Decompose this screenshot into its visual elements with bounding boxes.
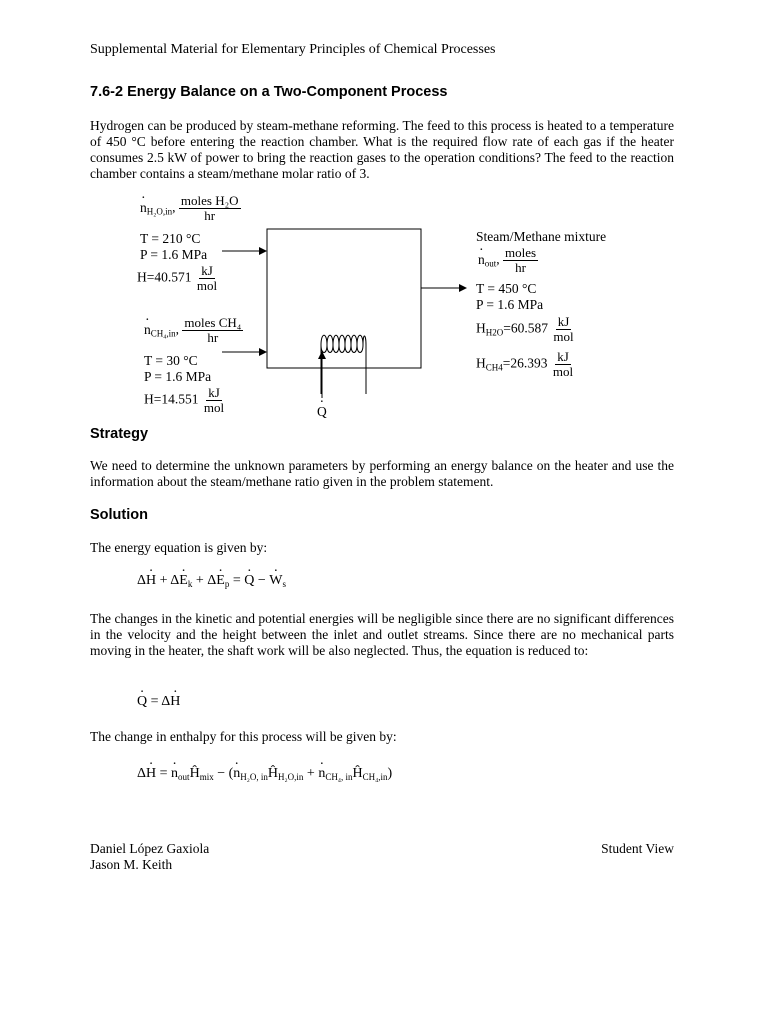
footer-view: Student View	[601, 841, 674, 856]
problem-statement: Hydrogen can be produced by steam-methane reforming. The feed to this process is heated to a temperature of 450 °C before entering the reaction chamber. What is the required flow rate of each gas if the heater consumes 2.5 kW of power to bring the reaction gases to the operation conditions? The feed to the reaction chamber contains a steam/methane molar ratio of 3.	[90, 118, 674, 181]
running-header: Supplemental Material for Elementary Principles of Chemical Processes	[90, 42, 496, 57]
h2o-pressure: P = 1.6 MPa	[140, 247, 208, 262]
energy-equation: $\Delta\cdot H + \Delta\cdot E_k + \Delta\cdot E_p$ = · Q − · $W_s$	[137, 573, 286, 589]
enthalpy-change-intro: The change in enthalpy for this process will be given by:	[90, 729, 397, 744]
problem-title: 7.6-2 Energy Balance on a Two-Component Process	[90, 84, 448, 100]
h2o-flow-label: · $n_{H_2O,in}$, $\frac{\text{moles H₂O}}{hr}$	[140, 194, 241, 223]
footer-author-2: Jason M. Keith	[90, 857, 173, 872]
ch4-enthalpy: H=14.551 $\frac{kJ}{\text{mol}}$	[144, 385, 225, 415]
outlet-h2o-enthalpy: $H_{H2O}=60.587$ $\frac{kJ}{\text{mol}}$	[476, 314, 574, 344]
enthalpy-equation: Δ· H = · $n_{out}Ĥ_{mix}$ − (· $n_{H_2O, in}Ĥ_{H_2O,in}$ + · $n_{CH_4, in}Ĥ_{CH_4,in}$)	[137, 766, 392, 782]
heater-box	[267, 229, 421, 368]
heat-label: · Q	[317, 404, 327, 420]
outlet-pressure: P = 1.6 MPa	[476, 297, 544, 312]
strategy-heading: Strategy	[90, 426, 149, 442]
process-diagram	[0, 0, 768, 440]
outlet-flow-label: · $n_{out}$, $\frac{\text{moles}}{hr}$	[478, 246, 538, 275]
negligible-terms-text: The changes in the kinetic and potential energies will be negligible since there are no significant differences in the velocity and the height between the inlet and outlet streams. Since there are no mechanical parts moving in the heater, the shaft work will be also neglected. Thus, the equation is reduced to:	[90, 611, 674, 658]
h2o-enthalpy: H=40.571 $\frac{kJ}{\text{mol}}$	[137, 263, 218, 293]
ch4-pressure: P = 1.6 MPa	[144, 369, 212, 384]
outlet-temperature: T = 450 °C	[476, 281, 537, 296]
h2o-temperature: T = 210 °C	[140, 231, 201, 246]
energy-equation-intro: The energy equation is given by:	[90, 540, 268, 555]
diagram-lines	[0, 0, 768, 440]
ch4-temperature: T = 30 °C	[144, 353, 198, 368]
solution-heading: Solution	[90, 507, 148, 523]
outlet-mixture-label: Steam/Methane mixture	[476, 229, 607, 244]
footer-authors	[90, 841, 209, 873]
ch4-flow-label: · $n_{CH_4,in}$, $\frac{\text{moles CH₄}}{hr}$	[144, 316, 243, 345]
footer-author-1: Daniel López Gaxiola	[90, 841, 210, 856]
heating-coil-icon	[321, 335, 366, 394]
strategy-text: We need to determine the unknown parameters by performing an energy balance on the heater and use the information about the steam/methane ratio given in the problem statement.	[90, 458, 674, 489]
outlet-ch4-enthalpy: $H_{CH4}=26.393$ $\frac{kJ}{\text{mol}}$	[476, 349, 574, 379]
reduced-equation: · Q = Δ· H	[137, 694, 180, 710]
